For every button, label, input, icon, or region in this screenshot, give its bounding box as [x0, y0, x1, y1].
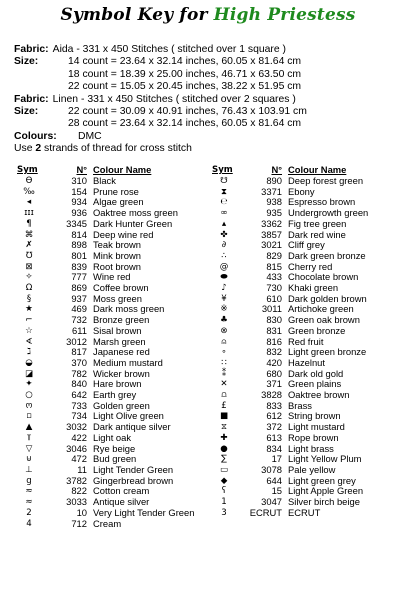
- symbol-cell: ∑: [221, 454, 227, 465]
- symbol-cell: ●: [220, 443, 228, 454]
- fabric-label: Fabric:: [14, 93, 49, 105]
- symbol-cell: ∴: [221, 250, 227, 261]
- title-pattern-name: High Priestess: [213, 5, 356, 25]
- dmc-number-cell: 733: [71, 399, 87, 411]
- dmc-number-cell: 934: [71, 196, 87, 208]
- symbol-cell: ▫: [26, 411, 32, 422]
- colour-name-cell: Light Olive green: [93, 410, 164, 422]
- symbol-cell: ▽: [25, 443, 33, 454]
- symbol-cell: ≂: [25, 486, 33, 497]
- dmc-number-cell: 17: [271, 453, 282, 465]
- size-linen-row-2: [14, 118, 307, 130]
- dmc-number-cell: 472: [71, 453, 87, 465]
- colour-name-cell: Cream: [93, 517, 122, 529]
- symbol-cell: ⁑: [221, 368, 227, 379]
- dmc-number-cell: 3047: [261, 496, 282, 508]
- colour-name-cell: Hare brown: [93, 378, 142, 390]
- dmc-number-cell: 3033: [66, 496, 87, 508]
- dmc-number-cell: 3782: [66, 474, 87, 486]
- table-row: [212, 326, 400, 337]
- symbol-cell: ‰: [23, 186, 35, 197]
- table-row: [17, 219, 197, 230]
- symbol-cell: ✕: [220, 379, 228, 390]
- dmc-number-cell: 469: [71, 303, 87, 315]
- dmc-number-cell: 832: [266, 346, 282, 358]
- dmc-number-cell: 817: [71, 346, 87, 358]
- left-key-body: [17, 176, 197, 529]
- dmc-number-cell: 3828: [261, 389, 282, 401]
- dmc-number-cell: 831: [266, 324, 282, 336]
- page-title: [0, 5, 416, 25]
- strands-note: Use 2 strands of thread for cross stitch: [14, 143, 192, 155]
- symbol-cell: ☋: [220, 176, 228, 186]
- dmc-number-cell: 782: [71, 367, 87, 379]
- symbol-cell: ✚: [220, 432, 228, 443]
- colour-name-cell: Sisal brown: [93, 324, 142, 336]
- dmc-number-cell: 822: [71, 485, 87, 497]
- colour-name-cell: Light Tender Green: [93, 463, 174, 475]
- symbol-cell: 3: [221, 507, 227, 518]
- symbol-cell: ☆: [25, 325, 33, 336]
- dmc-number-cell: 310: [71, 175, 87, 186]
- dmc-number-cell: 422: [71, 431, 87, 443]
- symbol-cell: ◆: [220, 475, 228, 486]
- dmc-number-cell: 801: [71, 249, 87, 261]
- colour-name-cell: Medium mustard: [93, 356, 163, 368]
- dmc-number-cell: ECRUT: [249, 506, 282, 518]
- dmc-number-cell: 3078: [261, 463, 282, 475]
- colour-name-cell: Fig tree green: [288, 217, 347, 229]
- dmc-number-cell: 3362: [261, 217, 282, 229]
- colour-name-cell: Golden green: [93, 399, 150, 411]
- table-row: [212, 433, 400, 444]
- header-name: Colour Name: [288, 164, 347, 176]
- colour-name-cell: Prune rose: [93, 185, 139, 197]
- table-row: [212, 508, 400, 519]
- dmc-number-cell: 644: [266, 474, 282, 486]
- symbol-cell: ⩍: [221, 390, 227, 401]
- symbol-cell: ▭: [219, 464, 229, 475]
- symbol-cell: ∂: [221, 240, 227, 251]
- symbol-cell: ɪɪɪ: [24, 208, 34, 219]
- dmc-number-cell: 3345: [66, 217, 87, 229]
- colour-name-cell: Dark golden brown: [288, 292, 367, 304]
- colour-name-cell: Red fruit: [288, 335, 324, 347]
- symbol-cell: ℮: [220, 197, 228, 208]
- symbol-cell: ✗: [25, 240, 33, 251]
- colour-name-cell: Hazelnut: [288, 356, 326, 368]
- symbol-cell: ✧: [25, 272, 33, 283]
- dmc-number-cell: 612: [266, 410, 282, 422]
- symbol-cell: ※: [220, 304, 228, 315]
- symbol-cell: ⧗: [220, 186, 228, 197]
- colour-name-cell: Light green grey: [288, 474, 356, 486]
- dmc-number-cell: 154: [71, 185, 87, 197]
- colour-name-cell: Silver birch beige: [288, 496, 360, 508]
- dmc-number-cell: 15: [271, 485, 282, 497]
- dmc-number-cell: 3857: [261, 228, 282, 240]
- symbol-cell: ◪: [24, 368, 34, 379]
- size-aida-14: 14 count = 23.64 x 32.14 inches, 60.05 x 81.64 cm: [68, 56, 302, 68]
- size-label: Size:: [14, 56, 39, 68]
- size-aida-row-3: [14, 81, 307, 93]
- header-num: N°: [271, 164, 282, 176]
- symbol-cell: 2: [26, 507, 32, 518]
- dmc-number-cell: 613: [266, 431, 282, 443]
- symbol-cell: @: [219, 261, 229, 272]
- dmc-number-cell: 10: [76, 506, 87, 518]
- title-prefix: Symbol Key for: [60, 5, 208, 25]
- colour-name-cell: Antique silver: [93, 496, 150, 508]
- dmc-number-cell: 829: [266, 249, 282, 261]
- colour-name-cell: Cotton cream: [93, 485, 150, 497]
- symbol-cell: ʕ: [221, 486, 227, 497]
- colour-name-cell: Bud green: [93, 453, 137, 465]
- symbol-cell: ▴: [221, 218, 227, 229]
- colour-name-cell: Oaktree brown: [288, 389, 350, 401]
- dmc-number-cell: 936: [71, 207, 87, 219]
- colour-name-cell: Undergrowth green: [288, 207, 369, 219]
- table-row: [17, 326, 197, 337]
- colour-name-cell: Green bronze: [288, 324, 346, 336]
- symbol-cell: ⊥: [25, 464, 33, 475]
- colour-name-cell: Wicker brown: [93, 367, 150, 379]
- right-key-body: [212, 176, 400, 519]
- colour-name-cell: Dark old gold: [288, 367, 344, 379]
- dmc-number-cell: 938: [266, 196, 282, 208]
- symbol-cell: ო: [25, 400, 33, 411]
- size-aida-22: 22 count = 15.05 x 20.45 inches, 38.22 x 51.95 cm: [68, 81, 302, 93]
- colour-name-cell: Light mustard: [288, 421, 345, 433]
- size-aida-18: 18 count = 18.39 x 25.00 inches, 46.71 x 63.50 cm: [68, 68, 302, 80]
- colours-row: [14, 131, 307, 143]
- symbol-cell: ∘: [221, 347, 227, 358]
- colour-name-cell: Dark moss green: [93, 303, 165, 315]
- colour-name-cell: Moss green: [93, 292, 142, 304]
- dmc-number-cell: 839: [71, 260, 87, 272]
- colour-name-cell: Light Yellow Plum: [288, 453, 362, 465]
- strands-count: 2: [35, 143, 42, 155]
- symbol-cell: ⌐: [25, 315, 33, 326]
- dmc-number-cell: 3371: [261, 185, 282, 197]
- symbol-cell: ∢: [25, 336, 33, 347]
- colour-name-cell: Cherry red: [288, 260, 333, 272]
- fabric-info: [14, 44, 307, 156]
- dmc-number-cell: 814: [71, 228, 87, 240]
- colour-name-cell: Light brass: [288, 442, 334, 454]
- symbol-cell: ✤: [220, 229, 228, 240]
- colour-name-cell: Ebony: [288, 185, 315, 197]
- colour-name-cell: Teak brown: [93, 239, 141, 251]
- colour-name-cell: Dark red wine: [288, 228, 346, 240]
- colour-name-cell: Khaki green: [288, 282, 339, 294]
- colour-name-cell: Green plains: [288, 378, 342, 390]
- fabric-aida-row: [14, 44, 307, 56]
- symbol-cell: ⊠: [25, 261, 33, 272]
- symbol-cell: ⊗: [220, 325, 228, 336]
- dmc-number-cell: 3021: [261, 239, 282, 251]
- symbol-cell: ♣: [220, 315, 228, 326]
- size-linen-22: 22 count = 30.09 x 40.91 inches, 76.43 x 103.91 cm: [68, 106, 307, 118]
- symbol-cell: ℧: [25, 250, 33, 261]
- colour-name-cell: Japanese red: [93, 346, 150, 358]
- colour-name-cell: Bronze green: [93, 314, 150, 326]
- colour-name-cell: Espresso brown: [288, 196, 356, 208]
- header-name: Colour Name: [93, 164, 152, 176]
- size-label: Size:: [14, 106, 39, 118]
- table-row: [17, 433, 197, 444]
- dmc-number-cell: 680: [266, 367, 282, 379]
- dmc-number-cell: 840: [71, 378, 87, 390]
- symbol-cell: ⍝: [221, 336, 227, 347]
- colour-name-cell: Rye beige: [93, 442, 136, 454]
- symbol-cell: ✦: [25, 379, 33, 390]
- header-sym: Sym: [212, 165, 233, 176]
- dmc-number-cell: 3012: [66, 335, 87, 347]
- colour-name-cell: Brass: [288, 399, 312, 411]
- colour-name-cell: String brown: [288, 410, 341, 422]
- size-aida-row-1: [14, 56, 307, 68]
- symbol-cell: ⫪: [26, 432, 32, 443]
- colours-text: DMC: [78, 130, 102, 142]
- table-row: [212, 219, 400, 230]
- symbol-cell: §: [26, 293, 32, 304]
- symbol-cell: ◂: [26, 197, 32, 208]
- dmc-number-cell: 869: [71, 282, 87, 294]
- fabric-aida-text: Aida - 331 x 450 Stitches ( stitched over 1 square ): [52, 44, 286, 55]
- colour-name-cell: Pale yellow: [288, 463, 336, 475]
- symbol-cell: £: [221, 400, 227, 411]
- size-linen-row-1: [14, 106, 307, 118]
- dmc-number-cell: 830: [266, 314, 282, 326]
- dmc-number-cell: 816: [266, 335, 282, 347]
- symbol-cell: ■: [219, 411, 229, 422]
- header-num: N°: [76, 164, 87, 176]
- symbol-cell: ∷: [221, 357, 227, 368]
- dmc-number-cell: 937: [71, 292, 87, 304]
- fabric-linen-row: [14, 94, 307, 106]
- symbol-cell: ⧖: [220, 422, 228, 433]
- symbol-cell: ▲: [25, 422, 33, 433]
- dmc-number-cell: 730: [266, 282, 282, 294]
- table-row: [17, 508, 197, 519]
- dmc-number-cell: 642: [71, 389, 87, 401]
- dmc-number-cell: 3046: [66, 442, 87, 454]
- symbol-cell: ★: [25, 304, 33, 315]
- dmc-number-cell: 833: [266, 399, 282, 411]
- colour-name-cell: Rope brown: [288, 431, 339, 443]
- symbol-cell: ≈: [25, 497, 33, 508]
- colour-name-cell: Earth grey: [93, 389, 137, 401]
- dmc-number-cell: 3011: [261, 303, 282, 315]
- symbol-cell: ⬬: [220, 272, 228, 283]
- symbol-cell: 1: [221, 497, 227, 508]
- size-aida-row-2: [14, 69, 307, 81]
- colour-name-cell: Cliff grey: [288, 239, 325, 251]
- size-linen-28: 28 count = 23.64 x 32.14 inches, 60.05 x 81.64 cm: [68, 118, 302, 130]
- colour-name-cell: Wine red: [93, 271, 131, 283]
- symbol-cell: ¶: [26, 218, 32, 229]
- colour-name-cell: Algae green: [93, 196, 144, 208]
- colour-name-cell: Coffee brown: [93, 282, 149, 294]
- dmc-number-cell: 3032: [66, 421, 87, 433]
- dmc-number-cell: 371: [266, 378, 282, 390]
- colour-name-cell: Deep wine red: [93, 228, 154, 240]
- symbol-cell: Ω: [25, 283, 33, 294]
- dmc-number-cell: 898: [71, 239, 87, 251]
- colour-name-cell: Artichoke green: [288, 303, 354, 315]
- dmc-number-cell: 732: [71, 314, 87, 326]
- colour-name-cell: Root brown: [93, 260, 141, 272]
- symbol-cell: ¥: [221, 293, 227, 304]
- dmc-number-cell: 611: [72, 324, 87, 336]
- fabric-linen-text: Linen - 331 x 450 Stitches ( stitched over 2 squares ): [52, 93, 296, 105]
- header-sym: Sym: [17, 165, 38, 176]
- colour-name-cell: Light oak: [93, 431, 132, 443]
- symbol-cell: ◒: [25, 357, 33, 368]
- symbol-cell: ∞: [220, 208, 228, 219]
- symbol-cell: ℷ: [26, 347, 31, 358]
- dmc-number-cell: 370: [71, 356, 87, 368]
- colour-name-cell: Gingerbread brown: [93, 474, 174, 486]
- symbol-cell: Ɵ: [25, 176, 33, 186]
- symbol-cell: ⊍: [25, 454, 33, 465]
- dmc-number-cell: 433: [266, 271, 282, 283]
- table-row: [17, 519, 197, 530]
- dmc-number-cell: 420: [266, 356, 282, 368]
- colour-name-cell: Chocolate brown: [288, 271, 359, 283]
- dmc-number-cell: 11: [77, 463, 87, 475]
- symbol-cell: 4: [26, 518, 32, 529]
- colour-name-cell: Dark Hunter Green: [93, 217, 173, 229]
- dmc-number-cell: 712: [71, 517, 87, 529]
- colour-name-cell: Very Light Tender Green: [93, 506, 195, 518]
- colour-name-cell: Black: [93, 175, 116, 186]
- colours-label: Colours:: [14, 130, 57, 142]
- colour-name-cell: Light Apple Green: [288, 485, 364, 497]
- dmc-number-cell: 815: [266, 260, 282, 272]
- dmc-number-cell: 610: [266, 292, 282, 304]
- colour-name-cell: ECRUT: [288, 506, 321, 518]
- dmc-number-cell: 777: [71, 271, 87, 283]
- colour-name-cell: Light green bronze: [288, 346, 367, 358]
- symbol-key-table-left: [17, 165, 197, 529]
- symbol-cell: ⌘: [24, 229, 34, 240]
- colour-name-cell: Dark antique silver: [93, 421, 171, 433]
- symbol-cell: ♪: [221, 283, 227, 294]
- symbol-cell: ○: [25, 390, 33, 401]
- dmc-number-cell: 935: [266, 207, 282, 219]
- dmc-number-cell: 890: [266, 175, 282, 186]
- colour-name-cell: Green oak brown: [288, 314, 360, 326]
- colour-name-cell: Deep forest green: [288, 175, 364, 186]
- symbol-cell: g: [26, 475, 32, 486]
- colour-name-cell: Oaktree moss green: [93, 207, 178, 219]
- fabric-label: Fabric:: [14, 44, 49, 55]
- colour-name-cell: Marsh green: [93, 335, 146, 347]
- dmc-number-cell: 834: [266, 442, 282, 454]
- dmc-number-cell: 372: [266, 421, 282, 433]
- symbol-key-table-right: [212, 165, 400, 519]
- colour-name-cell: Dark green bronze: [288, 249, 366, 261]
- dmc-number-cell: 734: [71, 410, 87, 422]
- colour-name-cell: Mink brown: [93, 249, 141, 261]
